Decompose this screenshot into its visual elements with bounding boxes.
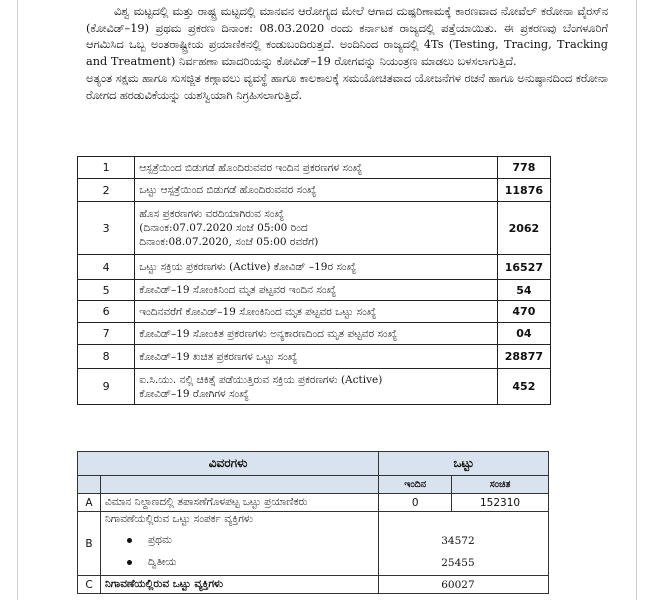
row-value: 04 xyxy=(497,323,550,345)
row-value: 54 xyxy=(497,280,550,301)
row-number: 3 xyxy=(78,202,135,255)
intro-text xyxy=(86,4,608,104)
intro-paragraph-1: ವಿಶ್ವ ಮಟ್ಟದಲ್ಲಿ ಮತ್ತು ರಾಷ್ಟ್ರ ಮಟ್ಟದಲ್ಲಿ ಮಾನವನ ಆರೋಗ್ಯದ ಮೇಲೆ ಆಗಾದ ದುಷ್ಪರಿಣಾಮಕ್ಕೆ ಕಾರಣವಾದ ನೋವೆಲ್ ಕರೋನಾ ವೈರಸ್‌ನ (ಕೋವಿಡ್–19) ಪ್ರಥಮ ಪ್ರಕರಣ ದಿನಾಂಕ: 08.03.2020 ರಂದು ಕರ್ನಾಟಕ ರಾಜ್ಯದಲ್ಲಿ ಪತ್ತೆಯಾಯಿತು. ಈ ಪ್ರಕರಣವು ಬೆಂಗಳೂರಿಗೆ ಆಗಮಿಸಿದ ಒಬ್ಬ ಅಂತರಾಷ್ಟ್ರೀಯ ಪ್ರಯಾಣಿಕನಲ್ಲಿ ಕಂಡುಬಂದಿರುತ್ತದೆ. ಅಂದಿನಿಂದ ರಾಜ್ಯದಲ್ಲಿ 4Ts (Testing, Tracing, Tracking and Treatment) ನಿರ್ವಹಣಾ ಮಾದರಿಯನ್ನು ಕೋವಿಡ್–19 ರೋಗವನ್ನು ನಿಯಂತ್ರಣ ಮಾಡಲು ಬಳಸಲಾಗುತ್ತಿದೆ. xyxy=(86,5,608,69)
description-line: ಹೊಸ ಪ್ರಕರಣಗಳು ವರದಿಯಾಗಿರುವ ಸಂಖ್ಯೆ xyxy=(139,208,285,220)
table-row xyxy=(78,345,551,369)
intro-paragraph-2: ಅತ್ಯಂತ ಸಕ್ಷಮ ಹಾಗೂ ಸುಸಜ್ಜಿತ ಕಣ್ಗಾವಲು ವ್ಯವಸ್ಥೆ ಹಾಗೂ ಕಾಲಕಾಲಕ್ಕೆ ಸಮಯೋಚಿತವಾದ ಯೋಜನೆಗಳ ರಚನೆ ಹಾಗೂ ಅನುಷ್ಠಾನದಿಂದ ಕರೋನಾ ರೋಗದ ಹರಡುವಿಕೆಯನ್ನು ಯಶಸ್ವಿಯಾಗಿ ನಿಗ್ರಹಿಸಲಾಗುತ್ತಿದೆ. xyxy=(86,71,608,102)
table-row xyxy=(78,369,551,405)
row-number: 5 xyxy=(78,280,135,301)
description-line: ಕೋವಿಡ್–19 ರೋಗಿಗಳ ಸಂಖ್ಯೆ xyxy=(139,387,249,400)
row-number: 9 xyxy=(78,369,135,405)
description-line: ಆಸ್ಪತ್ರೆಯಿಂದ ಬಿಡುಗಡೆ ಹೊಂದಿರುವವರ ಇಂದಿನ ಪ್ರಕರಣಗಳ ಸಂಖ್ಯೆ xyxy=(139,161,363,174)
description-line: ಕೋವಿಡ್–19 ಖಚಿತ ಪ್ರಕರಣಗಳ ಒಟ್ಟು ಸಂಖ್ಯೆ xyxy=(139,350,298,363)
description-line: ಕೋವಿಡ್–19 ಸೋಂಕಿನಿಂದ ಮೃತ ಪಟ್ಟವರ ಇಂದಿನ ಸಂಖ್ಯೆ xyxy=(139,284,337,296)
row-number: 7 xyxy=(78,323,135,345)
cumulative-header: ಸಂಚಿತ xyxy=(452,476,549,494)
row-value: 452 xyxy=(497,369,550,405)
description-line: ಐ.ಸಿ.ಯು. ನಲ್ಲಿ ಚಿಕಿತ್ಸೆ ಪಡೆಯುತ್ತಿರುವ ಸಕ್ರಿಯ ಪ್ರಕರಣಗಳು (Active) xyxy=(139,373,383,386)
row-description xyxy=(135,369,498,405)
summary-row-c xyxy=(78,576,549,594)
item-value: 25455 xyxy=(441,557,475,569)
row-number: 6 xyxy=(78,301,135,323)
item-value: 34572 xyxy=(441,535,475,547)
item-label: ದ್ವಿತೀಯ xyxy=(147,555,177,568)
today-header: ಇಂದಿನ xyxy=(379,476,452,494)
item-label: ಪ್ರಥಮ xyxy=(147,533,172,546)
description-line: (ದಿನಾಂಕ:07.07.2020 ಸಂಜೆ 05:00 ರಿಂದ xyxy=(139,222,308,234)
row-label: ನಿಗಾವಣೆಯಲ್ಲಿರುವ ಒಟ್ಟು ವ್ಯಕ್ತಿಗಳು xyxy=(100,576,378,594)
row-description xyxy=(135,280,498,301)
table-row xyxy=(78,157,551,179)
description-line: ದಿನಾಂಕ:08.07.2020, ಸಂಜೆ 05:00 ರವರೆಗೆ) xyxy=(139,236,319,248)
summary-header-row xyxy=(78,452,549,476)
total-header: ಒಟ್ಟು xyxy=(379,452,549,476)
cumulative-value: 152310 xyxy=(452,494,549,512)
row-number: 1 xyxy=(78,157,135,179)
row-description xyxy=(135,179,498,202)
row-label: ನಿಗಾವಣೆಯಲ್ಲಿರುವ ಒಟ್ಟು ಸಂಪರ್ಕ ವ್ಯಕ್ತಿಗಳು xyxy=(104,513,253,525)
bullet-icon xyxy=(127,538,132,543)
row-letter: A xyxy=(78,494,101,512)
table-row xyxy=(78,301,551,323)
overall-summary-table xyxy=(77,451,549,594)
description-line: ಕೋವಿಡ್–19 ಸೋಂಕಿತ ಪ್ರಕರಣಗಳು ಅನ್ಯಕಾರಣದಿಂದ ಮೃತ ಪಟ್ಟವರ ಸಂಖ್ಯೆ xyxy=(139,327,398,340)
row-description xyxy=(135,157,498,179)
bullet-icon xyxy=(127,560,132,565)
row-label: ವಿಮಾನ ನಿಲ್ದಾಣದಲ್ಲಿ ತಪಾಸಣೆಗೊಳಪಟ್ಟ ಒಟ್ಟು ಪ್ರಯಾಣಿಕರು xyxy=(100,494,378,512)
row-letter: B xyxy=(78,512,101,576)
covid-stats-table xyxy=(77,156,551,405)
table-row xyxy=(78,255,551,280)
summary-row-b xyxy=(78,512,549,576)
row-number: 2 xyxy=(78,179,135,202)
row-number: 4 xyxy=(78,255,135,280)
table-row xyxy=(78,179,551,202)
list-item xyxy=(105,551,374,573)
today-value: 0 xyxy=(379,494,452,512)
row-value: 16527 xyxy=(497,255,550,280)
row-letter: C xyxy=(78,576,101,594)
description-line: ಇಂದಿನವರೆಗೆ ಕೋವಿಡ್–19 ಸೋಂಕಿನಿಂದ ಮೃತ ಪಟ್ಟವರ ಒಟ್ಟು ಸಂಖ್ಯೆ xyxy=(139,305,377,318)
row-description xyxy=(135,202,498,255)
row-value: 11876 xyxy=(497,179,550,202)
summary-row-a xyxy=(78,494,549,512)
row-description xyxy=(135,255,498,280)
row-value: 470 xyxy=(497,301,550,323)
row-number: 8 xyxy=(78,345,135,369)
description-line: ಒಟ್ಟು ಸಕ್ರಿಯ ಪ್ರಕರಣಗಳು (Active) ಕೋವಿಡ್ –19ರ ಸಂಖ್ಯೆ xyxy=(139,261,357,273)
table-row xyxy=(78,280,551,301)
row-value: 778 xyxy=(497,157,550,179)
row-value: 2062 xyxy=(497,202,550,255)
row-value: 60027 xyxy=(379,576,549,594)
row-description xyxy=(135,301,498,323)
table-row xyxy=(78,202,551,255)
list-item xyxy=(105,529,374,551)
details-header: ವಿವರಗಳು xyxy=(78,452,379,476)
summary-subheader-row xyxy=(78,476,549,494)
row-description xyxy=(135,323,498,345)
row-value: 28877 xyxy=(497,345,550,369)
table-row xyxy=(78,323,551,345)
row-description xyxy=(135,345,498,369)
description-line: ಒಟ್ಟು ಆಸ್ಪತ್ರೆಯಿಂದ ಬಿಡುಗಡೆ ಹೊಂದಿರುವವರ ಸಂಖ್ಯೆ xyxy=(139,184,317,196)
